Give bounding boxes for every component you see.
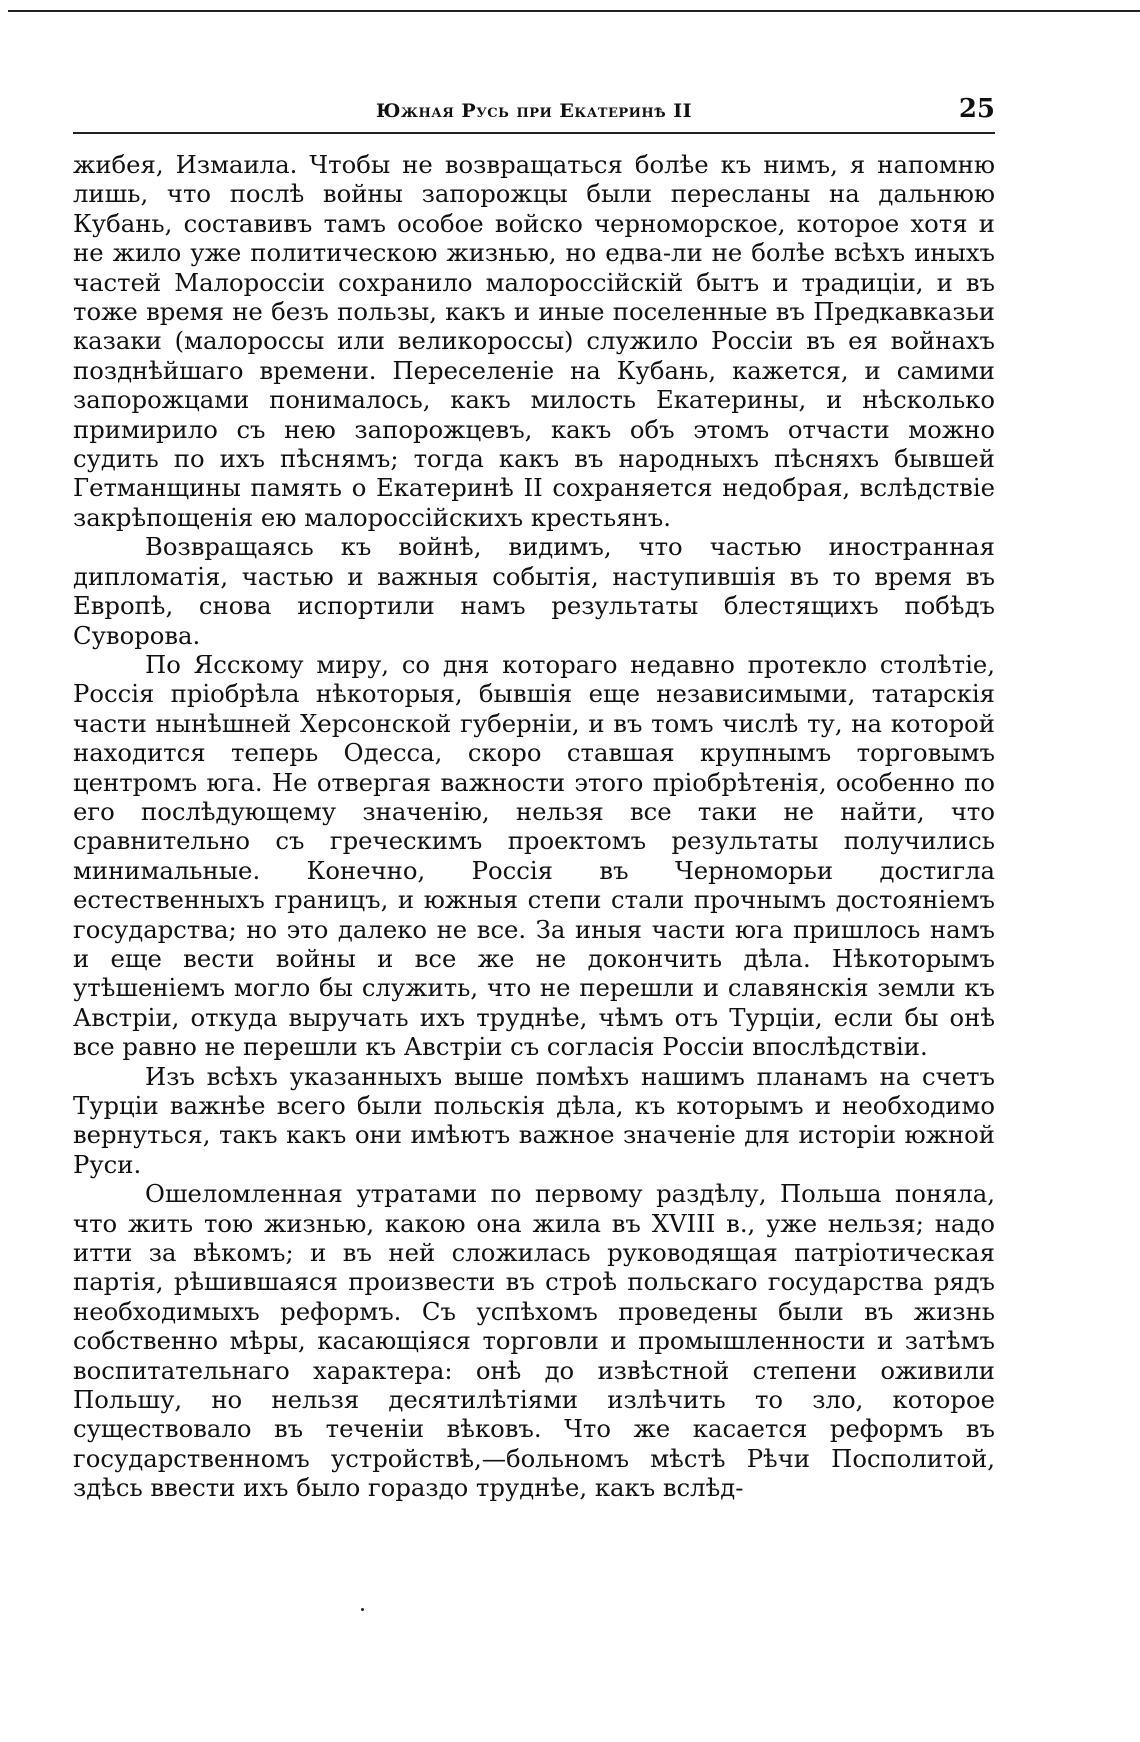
- running-head: [73, 92, 995, 134]
- paragraph: Изъ всѣхъ указанныхъ выше помѣхъ нашимъ планамъ на счетъ Турціи важнѣе всего были польскія дѣла, къ которымъ и необходимо вернуться, такъ какъ они имѣютъ важное значеніе для исторіи южной Руси.: [73, 1061, 995, 1179]
- top-border-rule: [8, 10, 1140, 12]
- paragraph: По Ясскому миру, со дня котораго недавно протекло столѣтіе, Россія пріобрѣла нѣкоторыя, бывшія еще независимыми, татарскія части нынѣшней Херсонской губерніи, и въ томъ числѣ ту, на которой находится теперь Одесса, скоро ставшая крупнымъ торговымъ центромъ юга. Не отвергая важности этого пріобрѣтенія, особенно по его послѣдующему значенію, нельзя все таки не найти, что сравнительно съ греческимъ проектомъ результаты получились минимальные. Конечно, Россія въ Черноморьи достигла естественныхъ границъ, и южныя степи стали прочнымъ достояніемъ государства; но это далеко не все. За иныя части юга пришлось намъ и еще вести войны и все же не докончить дѣла. Нѣкоторымъ утѣшеніемъ могло бы служить, что не перешли и славянскія земли къ Австріи, откуда выручать ихъ труднѣе, чѣмъ отъ Турціи, если бы онѣ все равно не перешли къ Австріи съ согласія Россіи впослѣдствіи.: [73, 649, 995, 1062]
- body-text: [73, 150, 995, 1503]
- paper-speck: [361, 1608, 364, 1611]
- book-page: [73, 92, 995, 1503]
- paragraph-continuation: жибея, Измаила. Чтобы не возвращаться болѣе къ нимъ, я напомню лишь, что послѣ войны запорожцы были пересланы на дальнюю Кубань, составивъ тамъ особое войско черноморское, которое хотя и не жило уже политическою жизнью, но едва-ли не болѣе всѣхъ иныхъ частей Малороссіи сохранило малороссійскій бытъ и традиціи, и въ тоже время не безъ пользы, какъ и иные поселенные въ Предкавказьи казаки (малороссы или великороссы) служило Россіи въ ея войнахъ позднѣйшаго времени. Переселеніе на Кубань, кажется, и самими запорожцами понималось, какъ милость Екатерины, и нѣсколько примирило съ нею запорожцевъ, какъ объ этомъ отчасти можно судить по ихъ пѣснямъ; тогда какъ въ народныхъ пѣсняхъ бывшей Гетманщины память о Екатеринѣ II сохраняется недобрая, вслѣдствіе закрѣпощенія ею малороссійскихъ крестьянъ.: [73, 150, 995, 532]
- paragraph: Возвращаясь къ войнѣ, видимъ, что частью иностранная дипломатія, частью и важныя событія, наступившія въ то время въ Европѣ, снова испортили намъ результаты блестящихъ побѣдъ Суворова.: [73, 532, 995, 650]
- running-title: Южная Русь при Екатеринѣ II: [375, 100, 693, 122]
- page-number: 25: [958, 94, 995, 124]
- paragraph: Ошеломленная утратами по первому раздѣлу, Польша поняла, что жить тою жизнью, какою она жила въ XVIII в., уже нельзя; надо итти за вѣкомъ; и въ ней сложилась руководящая патріотическая партія, рѣшившаяся произвести въ строѣ польскаго государства рядъ необходимыхъ реформъ. Съ успѣхомъ проведены были въ жизнь собственно мѣры, касающіяся торговли и промышленности и затѣмъ воспитательнаго характера: онѣ до извѣстной степени оживили Польшу, но нельзя десятилѣтіями излѣчить то зло, которое существовало въ теченіи вѣковъ. Что же касается реформъ въ государственномъ устройствѣ,—больномъ мѣстѣ Рѣчи Посполитой, здѣсь ввести ихъ было гораздо труднѣе, какъ вслѣд-: [73, 1179, 995, 1503]
